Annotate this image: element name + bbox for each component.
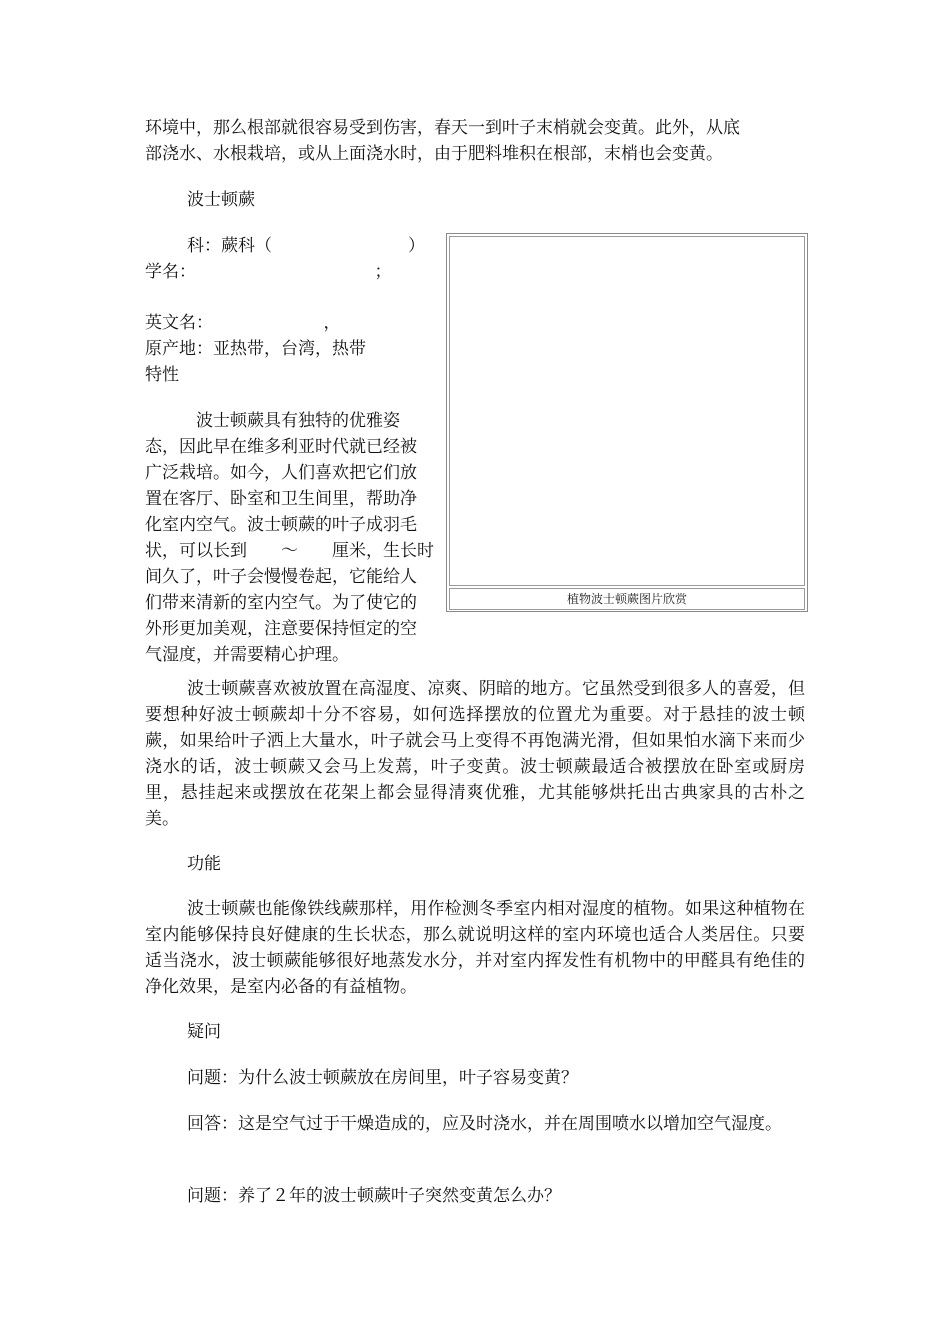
faq-answer-1: 回答：这是空气过于干燥造成的，应及时浇水，并在周围喷水以增加空气湿度。 [187,1114,782,1134]
figure-caption: 植物波士顿蕨图片欣赏 [449,588,805,610]
description-line: 间久了，叶子会慢慢卷起，它能给人 [145,567,417,587]
intro-line-1: 环境中，那么根部就很容易受到伤害，春天一到叶子末梢就会变黄。此外，从底 [145,118,740,138]
description-line: 外形更加美观，注意要保持恒定的空 [145,619,417,639]
plant-image-placeholder [449,236,805,586]
description-line: 态，因此早在维多利亚时代就已经被 [145,437,417,457]
placement-paragraph: 波士顿蕨喜欢被放置在高湿度、凉爽、阴暗的地方。它虽然受到很多人的喜爱，但要想种好波士顿蕨却十分不容易，如何选择摆放的位置尤为重要。对于悬挂的波士顿蕨，如果给叶子洒上大量水，叶子就会马上变得不再饱满光滑，但如果怕水滴下来而少浇水的话，波士顿蕨又会马上发蔫，叶子变黄。波士顿蕨最适合被摆放在卧室或厨房里，悬挂起来或摆放在花架上都会显得清爽优雅，尤其能够烘托出古典家具的古朴之美。 [145,679,805,829]
plant-figure [446,233,808,612]
description-line: 化室内空气。波士顿蕨的叶子成羽毛 [145,515,417,535]
description-line: 们带来清新的室内空气。为了使它的 [145,593,417,613]
function-paragraph: 波士顿蕨也能像铁线蕨那样，用作检测冬季室内相对湿度的植物。如果这种植物在室内能够保持良好健康的生长状态，那么就说明这样的室内环境也适合人类居住。只要适当浇水，波士顿蕨能够很好地蒸发水分，并对室内挥发性有机物中的甲醛具有绝佳的净化效果，是室内必备的有益植物。 [145,899,805,997]
description-line: 广泛栽培。如今，人们喜欢把它们放 [145,463,417,483]
info-scientific-name: 学名： ； [145,262,392,282]
plant-title: 波士顿蕨 [187,190,255,210]
info-family: 科：蕨科（ ） [187,236,425,256]
faq-heading: 疑问 [187,1022,221,1042]
description-line: 波士顿蕨具有独特的优雅姿 [145,411,400,431]
info-traits-label: 特性 [145,365,179,385]
description-line: 置在客厅、卧室和卫生间里，帮助净 [145,489,417,509]
description-line: 气湿度，并需要精心护理。 [145,645,349,665]
faq-question-2: 问题：养了２年的波士顿蕨叶子突然变黄怎么办？ [187,1186,561,1206]
info-origin: 原产地：亚热带，台湾，热带 [145,339,366,359]
description-line: 状，可以长到 ～ 厘米，生长时 [145,541,434,561]
info-english-name: 英文名： ， [145,313,341,333]
faq-question-1: 问题：为什么波士顿蕨放在房间里，叶子容易变黄？ [187,1068,578,1088]
intro-line-2: 部浇水、水根栽培，或从上面浇水时，由于肥料堆积在根部，末梢也会变黄。 [145,144,723,164]
function-heading: 功能 [187,854,221,874]
